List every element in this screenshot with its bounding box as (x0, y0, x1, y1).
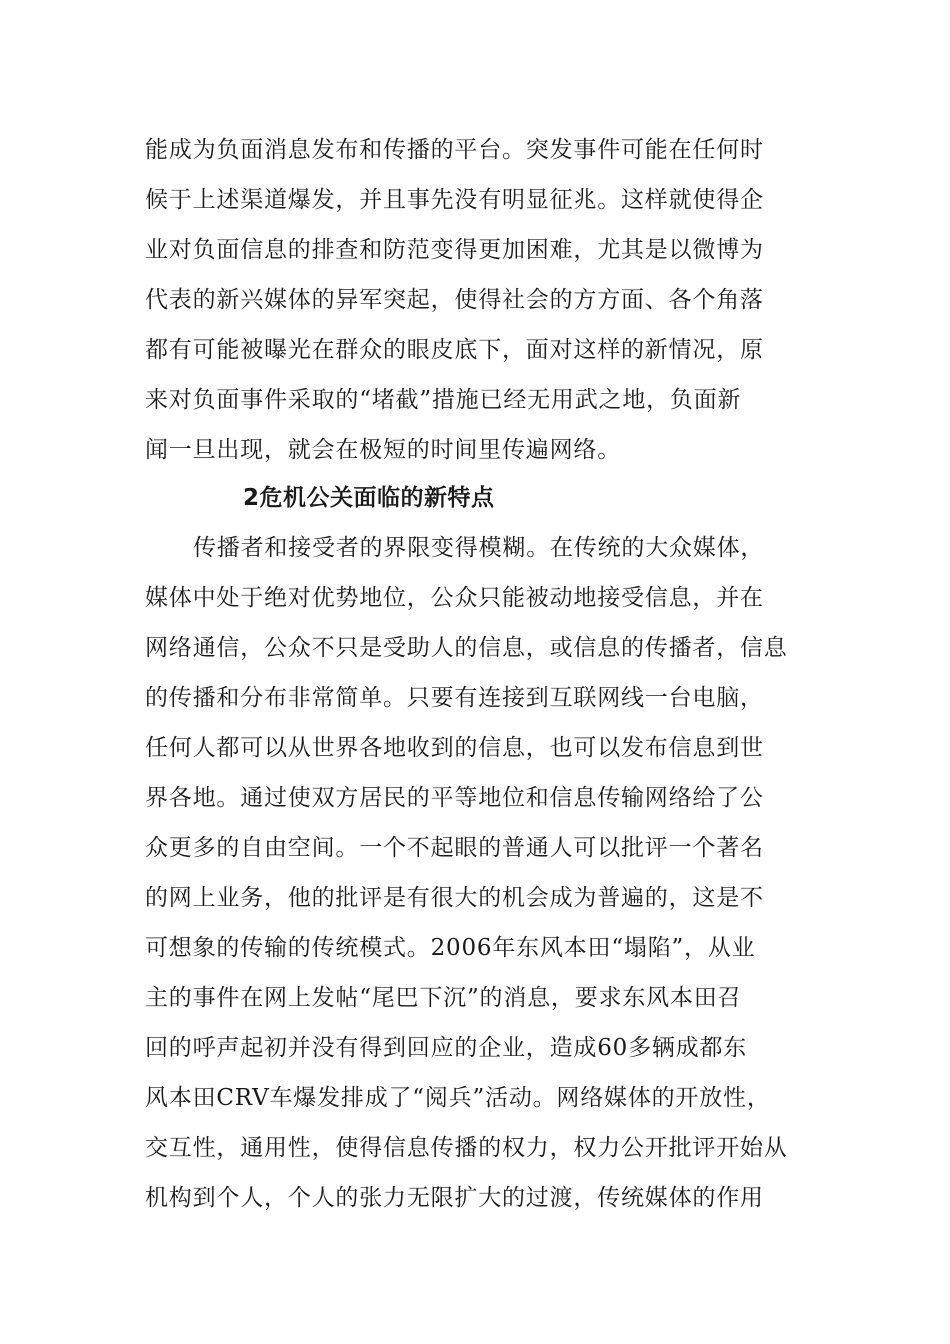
paragraph-line: 任何人都可以从世界各地收到的信息，也可以发布信息到世 (145, 735, 764, 761)
paragraph-line: 来对负面事件采取的“堵截”措施已经无用武之地，负面新 (145, 387, 742, 413)
paragraph-first-line: 传播者和接受者的界限变得模糊。在传统的大众媒体， (193, 535, 765, 561)
paragraph-line: 机构到个人，个人的张力无限扩大的过渡，传统媒体的作用 (145, 1185, 764, 1211)
paragraph-line: 网络通信，公众不只是受助人的信息，或信息的传播者，信息 (145, 635, 788, 661)
paragraph-line: 都有可能被曝光在群众的眼皮底下，面对这样的新情况，原 (145, 337, 764, 363)
paragraph-line: 业对负面信息的排查和防范变得更加困难，尤其是以微博为 (145, 237, 764, 263)
paragraph-line: 闻一旦出现，就会在极短的时间里传遍网络。 (145, 437, 621, 463)
paragraph-line: 能成为负面消息发布和传播的平台。突发事件可能在任何时 (145, 137, 764, 163)
paragraph-line: 媒体中处于绝对优势地位，公众只能被动地接受信息，并在 (145, 585, 764, 611)
paragraph-line: 的传播和分布非常简单。只要有连接到互联网线一台电脑， (145, 685, 764, 711)
paragraph-line: 可想象的传输的传统模式。2006年东风本田“塌陷”，从业 (145, 935, 756, 961)
paragraph-line: 风本田CRV车爆发排成了“阅兵”活动。网络媒体的开放性， (145, 1085, 771, 1111)
paragraph-line: 众更多的自由空间。一个不起眼的普通人可以批评一个著名 (145, 835, 764, 861)
paragraph-line: 代表的新兴媒体的异军突起，使得社会的方方面、各个角落 (145, 287, 764, 313)
paragraph-line: 交互性，通用性，使得信息传播的权力，权力公开批评开始从 (145, 1135, 788, 1161)
paragraph-line: 回的呼声起初并没有得到回应的企业，造成60多辆成都东 (145, 1035, 748, 1061)
paragraph-line: 界各地。通过使双方居民的平等地位和信息传输网络给了公 (145, 785, 764, 811)
paragraph-line: 主的事件在网上发帖“尾巴下沉”的消息，要求东风本田召 (145, 985, 742, 1011)
section-heading: 2危机公关面临的新特点 (243, 485, 495, 511)
paragraph-line: 的网上业务，他的批评是有很大的机会成为普遍的，这是不 (145, 885, 764, 911)
paragraph-line: 候于上述渠道爆发，并且事先没有明显征兆。这样就使得企 (145, 187, 764, 213)
